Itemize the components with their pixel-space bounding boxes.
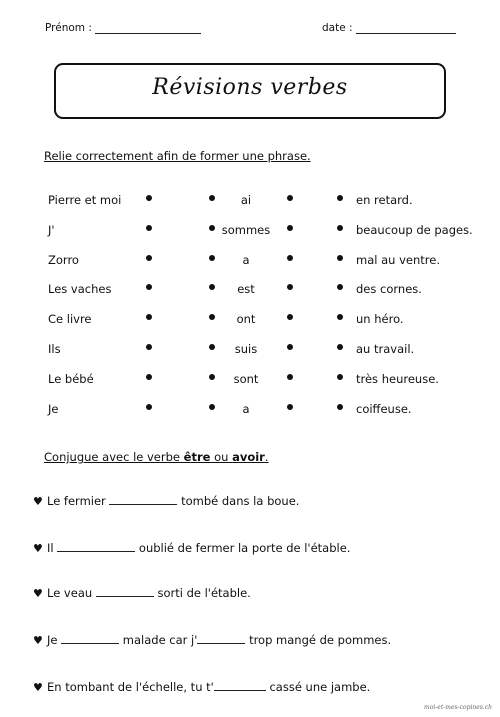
match-row (0, 342, 500, 358)
answer-blank[interactable] (57, 541, 135, 552)
verb-text: a (242, 401, 250, 416)
verb-etre: être (183, 450, 211, 464)
verb-avoir: avoir (232, 450, 265, 464)
connect-dot[interactable] (287, 195, 293, 201)
title-box (54, 63, 446, 119)
connect-dot[interactable] (337, 225, 343, 231)
sentence-4 (33, 633, 391, 647)
connect-dot[interactable] (287, 225, 293, 231)
heart-icon: ♥ (33, 495, 43, 508)
verb-text: ont (236, 312, 256, 327)
sentence-text: Le fermier (47, 494, 110, 508)
date-field (322, 22, 456, 34)
ending-text: beaucoup de pages. (356, 222, 473, 237)
heart-icon: ♥ (33, 542, 43, 555)
connect-dot[interactable] (287, 284, 293, 290)
connect-dot[interactable] (287, 344, 293, 350)
verb-text: ai (240, 193, 252, 207)
ending-text: un héro. (356, 312, 404, 327)
match-row (0, 372, 500, 388)
verb-text: sommes (221, 222, 271, 237)
ending-text: mal au ventre. (356, 252, 440, 267)
connect-dot[interactable] (337, 374, 343, 380)
verb-text: est (237, 282, 255, 297)
sentence-5 (33, 680, 370, 694)
prenom-label: Prénom : (45, 22, 92, 34)
connect-dot[interactable] (287, 255, 293, 261)
sentence-text: sorti de l'étable. (153, 586, 251, 600)
connect-dot[interactable] (209, 404, 215, 410)
date-line[interactable] (356, 22, 456, 34)
answer-blank[interactable] (61, 633, 119, 644)
exercise2-instruction (44, 450, 269, 464)
footer-credit: moi-et-mes-copines.ch (424, 704, 492, 711)
sentence-text: Le veau (47, 586, 96, 600)
prenom-line[interactable] (95, 22, 201, 34)
sentence-text: Je (47, 633, 62, 647)
verb-text: a (242, 252, 250, 267)
subject-text: Zorro (48, 252, 79, 267)
heart-icon: ♥ (33, 587, 43, 600)
connect-dot[interactable] (146, 225, 152, 231)
match-row (0, 282, 500, 298)
verb-text: suis (234, 342, 258, 356)
match-row (0, 253, 500, 269)
connect-dot[interactable] (146, 255, 152, 261)
subject-text: Les vaches (48, 282, 112, 297)
subject-text: Pierre et moi (48, 193, 122, 207)
sentence-3 (33, 586, 251, 600)
connect-dot[interactable] (146, 195, 152, 201)
connect-dot[interactable] (337, 284, 343, 290)
connect-dot[interactable] (146, 284, 152, 290)
connect-dot[interactable] (209, 344, 215, 350)
ending-text: des cornes. (356, 282, 422, 297)
connect-dot[interactable] (337, 344, 343, 350)
match-row (0, 312, 500, 328)
sentence-text: cassé une jambe. (265, 680, 371, 694)
answer-blank[interactable] (214, 680, 266, 691)
ending-text: en retard. (356, 193, 413, 207)
subject-text: Le bébé (48, 371, 94, 386)
match-row (0, 223, 500, 239)
subject-text: Ce livre (48, 312, 92, 327)
prenom-field (45, 22, 201, 34)
heart-icon: ♥ (33, 634, 43, 647)
subject-text: Je (48, 401, 59, 416)
connect-dot[interactable] (209, 374, 215, 380)
connect-dot[interactable] (146, 344, 152, 350)
connect-dot[interactable] (209, 195, 215, 201)
ending-text: au travail. (356, 342, 415, 356)
instruction-text-pre: Conjugue avec le verbe (44, 450, 184, 464)
sentence-text: En tombant de l'échelle, tu t' (47, 680, 214, 694)
sentence-2 (33, 541, 350, 555)
sentence-text: trop mangé de pommes. (245, 633, 392, 647)
answer-blank[interactable] (109, 494, 177, 505)
ending-text: très heureuse. (356, 371, 439, 386)
subject-text: J' (48, 222, 55, 237)
sentence-text: oublié de fermer la porte de l'étable. (135, 541, 351, 555)
connect-dot[interactable] (146, 314, 152, 320)
sentence-1 (33, 494, 299, 508)
verb-text: sont (233, 371, 259, 386)
sentence-text: malade car j' (119, 633, 198, 647)
date-label: date : (322, 22, 353, 34)
sentence-text: Il (47, 541, 58, 555)
connect-dot[interactable] (337, 255, 343, 261)
connect-dot[interactable] (337, 404, 343, 410)
answer-blank[interactable] (197, 633, 245, 644)
answer-blank[interactable] (96, 586, 154, 597)
instruction-text-mid: ou (210, 450, 233, 464)
sentence-text: tombé dans la boue. (177, 494, 300, 508)
connect-dot[interactable] (337, 314, 343, 320)
instruction-text-post: . (264, 450, 269, 464)
match-row (0, 402, 500, 418)
match-row (0, 193, 500, 209)
connect-dot[interactable] (287, 404, 293, 410)
connect-dot[interactable] (209, 255, 215, 261)
exercise1-instruction: Relie correctement afin de former une phrase. (44, 149, 311, 163)
connect-dot[interactable] (287, 374, 293, 380)
connect-dot[interactable] (209, 225, 215, 231)
connect-dot[interactable] (146, 404, 152, 410)
page-title: Révisions verbes (152, 75, 348, 100)
ending-text: coiffeuse. (356, 401, 412, 416)
connect-dot[interactable] (146, 374, 152, 380)
connect-dot[interactable] (287, 314, 293, 320)
heart-icon: ♥ (33, 681, 43, 694)
connect-dot[interactable] (337, 195, 343, 201)
subject-text: Ils (48, 342, 61, 356)
